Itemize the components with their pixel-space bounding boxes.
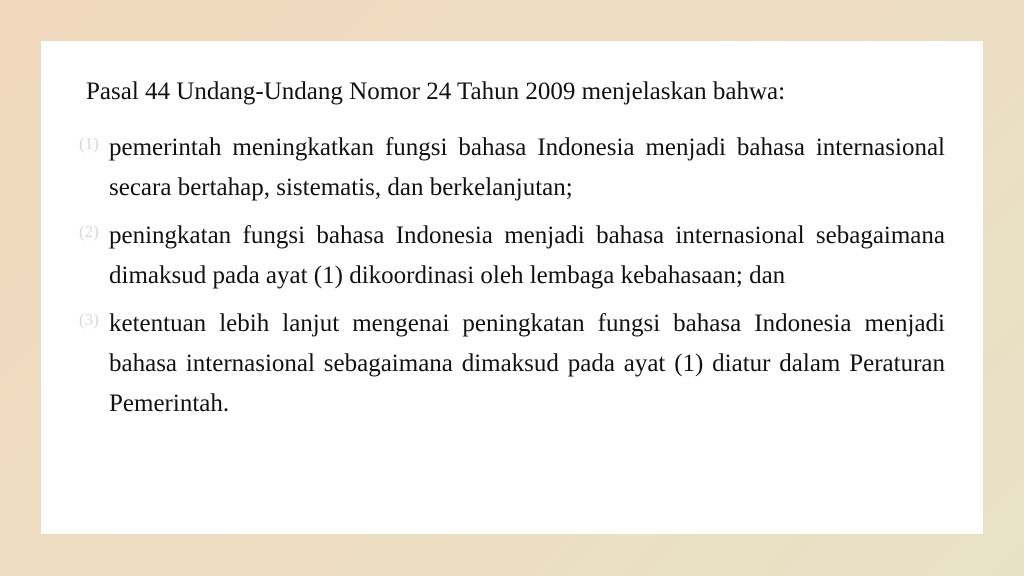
content-card xyxy=(41,41,983,534)
article-list xyxy=(79,128,945,432)
item-text: pemerintah meningkatkan fungsi bahasa Indonesia menjadi bahasa internasional secara bertahap, sistematis, dan berkelanjutan; xyxy=(109,134,945,201)
item-number: (1) xyxy=(79,134,99,153)
list-item-1 xyxy=(79,128,945,208)
intro-heading: Pasal 44 Undang-Undang Nomor 24 Tahun 2009 menjelaskan bahwa: xyxy=(86,78,786,105)
list-item-2 xyxy=(79,216,945,296)
item-number: (3) xyxy=(79,310,99,329)
list-item-3 xyxy=(79,304,945,424)
item-number: (2) xyxy=(79,222,99,241)
item-text: ketentuan lebih lanjut mengenai peningkatan fungsi bahasa Indonesia menjadi bahasa internasional sebagaimana dimaksud pada ayat (1) diatur dalam Peraturan Pemerintah. xyxy=(109,310,945,417)
item-text: peningkatan fungsi bahasa Indonesia menjadi bahasa internasional sebagaimana dimaksud pada ayat (1) dikoordinasi oleh lembaga kebahasaan; dan xyxy=(109,222,945,289)
